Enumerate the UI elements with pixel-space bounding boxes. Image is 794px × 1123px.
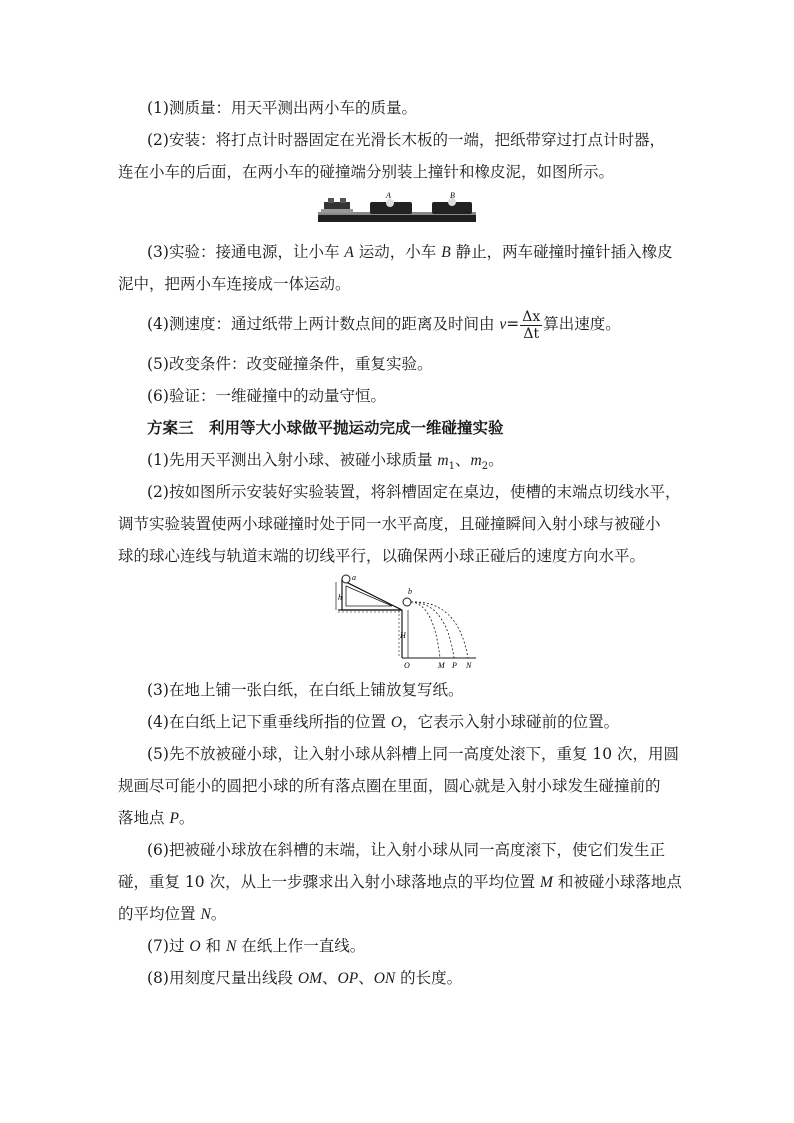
velocity-fraction: $\frac{\Delta x}{\Delta t}$	[522, 308, 541, 342]
step-6-verify: (6)验证：一维碰撞中的动量守恒。	[147, 387, 386, 405]
label-a: a	[352, 573, 356, 582]
step-1-measure-mass: (1)测质量：用天平测出两小车的质量。	[147, 99, 417, 117]
plan-3-step-2-line3: 球的球心连线与轨道末端的切线平行，以确保两小球正碰后的速度方向水平。	[118, 547, 646, 565]
label-h: h	[338, 593, 342, 602]
plan-3-heading: 方案三 利用等大小球做平抛运动完成一维碰撞实验	[147, 418, 504, 437]
step-2-install-line2: 连在小车的后面，在两小车的碰撞端分别装上撞针和橡皮泥，如图所示。	[118, 163, 615, 181]
step-2-install-line1: (2)安装：将打点计时器固定在光滑长木板的一端，把纸带穿过打点计时器，	[147, 131, 665, 149]
cart-b-label: B	[450, 191, 455, 200]
plan-3-step-3: (3)在地上铺一张白纸，在白纸上铺放复写纸。	[147, 681, 464, 699]
step-4-velocity: (4)测速度：通过纸带上两计数点间的距离及时间由 v= $\frac{\Delta x}{\Delta t}$ 算出速度。	[147, 308, 621, 342]
cart-a-label: A	[386, 191, 391, 200]
plan-3-step-6-line3: 的平均位置 N。	[118, 905, 227, 923]
plan-3-step-4: (4)在白纸上记下重垂线所指的位置 O，它表示入射小球碰前的位置。	[147, 713, 620, 731]
step-5-change-conditions: (5)改变条件：改变碰撞条件，重复实验。	[147, 355, 433, 373]
label-b: b	[408, 587, 412, 596]
plan-3-step-6-line2: 碰，重复 10 次，从上一步骤求出入射小球落地点的平均位置 M 和被碰小球落地点	[118, 873, 682, 891]
plan-3-step-8: (8)用刻度尺量出线段 OM、OP、ON 的长度。	[147, 969, 463, 987]
projectile-collision-figure	[330, 572, 480, 670]
cart-collision-figure	[318, 190, 476, 224]
plan-3-step-5-line2: 规画尽可能小的圆把小球的所有落点圈在里面，圆心就是入射小球发生碰撞前的	[118, 777, 661, 795]
step-3-experiment-line1: (3)实验：接通电源，让小车 A 运动，小车 B 静止，两车碰撞时撞针插入橡皮	[147, 243, 673, 261]
label-H: H	[400, 631, 406, 640]
plan-3-step-7: (7)过 O 和 N 在纸上作一直线。	[147, 937, 366, 955]
plan-3-step-5-line3: 落地点 P。	[118, 809, 195, 827]
plan-3-step-1: (1)先用天平测出入射小球、被碰小球质量 $m_1$、$m_2$。	[147, 451, 504, 473]
plan-3-step-2-line1: (2)按如图所示安装好实验装置，将斜槽固定在桌边，使槽的末端点切线水平，	[147, 483, 681, 501]
label-N: N	[466, 661, 472, 670]
label-P: P	[452, 661, 457, 670]
step-3-experiment-line2: 泥中，把两小车连接成一体运动。	[118, 275, 351, 293]
plan-3-step-5-line1: (5)先不放被碰小球，让入射小球从斜槽上同一高度处滚下，重复 10 次，用圆	[147, 745, 680, 763]
label-M: M	[438, 661, 445, 670]
label-O: O	[404, 661, 410, 670]
plan-3-step-6-line1: (6)把被碰小球放在斜槽的末端，让入射小球从同一高度滚下，使它们发生正	[147, 841, 665, 859]
plan-3-step-2-line2: 调节实验装置使两小球碰撞时处于同一水平高度，且碰撞瞬间入射小球与被碰小	[118, 515, 661, 533]
